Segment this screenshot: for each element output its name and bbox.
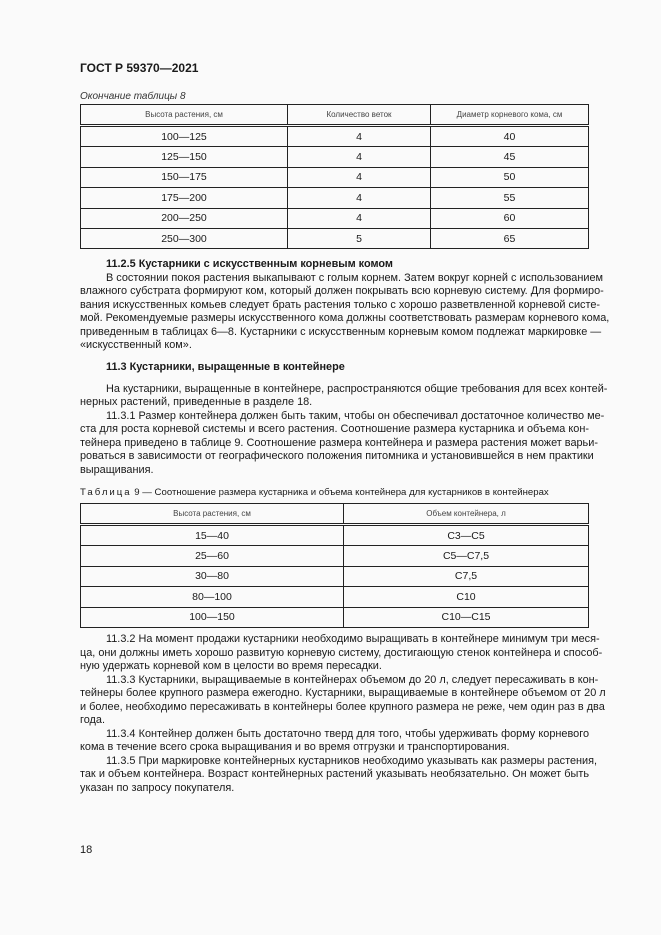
text-line: «искусственный ком». bbox=[80, 339, 192, 351]
text-line: тейнера приведено в таблице 9. Соотношение размера контейнера и размера растения может варьи- bbox=[80, 436, 598, 449]
column-header: Количество веток bbox=[288, 105, 431, 126]
table-cell: 25—60 bbox=[81, 546, 344, 566]
text-line: 11.3.1 Размер контейнера должен быть таким, чтобы он обеспечивал достаточное количество ме- bbox=[106, 409, 605, 422]
table-8 bbox=[80, 104, 589, 249]
table-cell: 250—300 bbox=[81, 228, 288, 248]
column-header: Высота растения, см bbox=[81, 504, 344, 525]
table-cell: 150—175 bbox=[81, 167, 288, 187]
text-line: вания искусственных комьев следует брать растения только с хорошо разветвленной корневой систе- bbox=[80, 298, 601, 311]
text-line: ца, они должны иметь хорошо развитую корневую систему, достигающую стенок контейнера и способ- bbox=[80, 646, 603, 659]
table-row bbox=[81, 525, 589, 546]
table-cell: С3—С5 bbox=[344, 525, 589, 546]
table8-caption: Окончание таблицы 8 bbox=[80, 91, 186, 102]
paragraphs-after-table bbox=[80, 633, 606, 795]
table-cell: 30—80 bbox=[81, 566, 344, 586]
text-line: так и объем контейнера. Возраст контейнерных растений указывать необязательно. Он может быть bbox=[80, 768, 589, 780]
text-line: кома в течение всего срока выращивания и во время отгрузки и транспортирования. bbox=[80, 741, 510, 753]
table-cell: 4 bbox=[288, 188, 431, 208]
table-cell: 175—200 bbox=[81, 188, 288, 208]
text-line: приведенным в таблицах 6—8. Кустарники с искусственным корневым комом подлежат маркировке — bbox=[80, 325, 602, 338]
table-row bbox=[81, 126, 589, 147]
column-header: Высота растения, см bbox=[81, 105, 288, 126]
table-row bbox=[81, 566, 589, 586]
table-cell: 60 bbox=[431, 208, 589, 228]
table9-caption bbox=[80, 487, 549, 498]
text-line: В состоянии покоя растения выкапывают с голым корнем. Затем вокруг корней с использованием bbox=[106, 271, 604, 284]
text-line: года. bbox=[80, 714, 105, 726]
table-cell: 100—125 bbox=[81, 126, 288, 147]
section-11-2-5 bbox=[80, 258, 610, 353]
text-line: выращивания. bbox=[80, 463, 154, 476]
text-line: влажного субстрата формируют ком, который должен покрывать всю корневую систему. Для формиро- bbox=[80, 285, 604, 297]
table-row bbox=[81, 208, 589, 228]
table-cell: С5—С7,5 bbox=[344, 546, 589, 566]
text-line: нерных растений, приведенные в разделе 18. bbox=[80, 396, 313, 408]
text-line: 11.3.2 На момент продажи кустарники необходимо выращивать в контейнере минимум три меся- bbox=[106, 633, 600, 645]
text-line: тейнеры более крупного размера ежегодно. Кустарники, выращиваемые в контейнере объемом от 20 л bbox=[80, 687, 606, 699]
text-line: ста для роста корневой системы и всего растения. Соотношение размера кустарника и объема кон- bbox=[80, 423, 589, 435]
table9-caption-text: 9 — Соотношение размера кустарника и объема контейнера для кустарников в контейнерах bbox=[134, 487, 549, 498]
table-cell: 4 bbox=[288, 147, 431, 167]
table-cell: С7,5 bbox=[344, 566, 589, 586]
table-row bbox=[81, 607, 589, 627]
table-cell: 40 bbox=[431, 126, 589, 147]
table-header-row bbox=[81, 504, 589, 525]
table-cell: 15—40 bbox=[81, 525, 344, 546]
table9-caption-label: Таблица bbox=[80, 487, 132, 498]
table-cell: С10 bbox=[344, 587, 589, 607]
text-line: и более, необходимо пересаживать в контейнеры более крупного размера не реже, чем один раз в два bbox=[80, 700, 605, 713]
table-cell: 5 bbox=[288, 228, 431, 248]
text-line: указан по запросу покупателя. bbox=[80, 781, 235, 794]
table-cell: 4 bbox=[288, 167, 431, 187]
text-line: мой. Рекомендуемые размеры искусственного кома должны соответствовать размерам корневого кома, bbox=[80, 312, 610, 324]
table-cell: С10—С15 bbox=[344, 607, 589, 627]
table-row bbox=[81, 188, 589, 208]
page-number: 18 bbox=[80, 844, 93, 856]
table-row bbox=[81, 228, 589, 248]
section-heading: 11.3 Кустарники, выращенные в контейнере bbox=[106, 361, 345, 373]
text-line: На кустарники, выращенные в контейнере, распространяются общие требования для всех контей- bbox=[106, 382, 608, 395]
table-cell: 50 bbox=[431, 167, 589, 187]
column-header: Объем контейнера, л bbox=[344, 504, 589, 525]
text-line: 11.3.3 Кустарники, выращиваемые в контейнерах объемом до 20 л, следует пересаживать в кон- bbox=[106, 673, 599, 686]
table-cell: 125—150 bbox=[81, 147, 288, 167]
table-cell: 45 bbox=[431, 147, 589, 167]
section-11-3 bbox=[80, 361, 608, 477]
document-title: ГОСТ Р 59370—2021 bbox=[80, 61, 199, 75]
table-cell: 200—250 bbox=[81, 208, 288, 228]
table-cell: 65 bbox=[431, 228, 589, 248]
text-line: роваться в зависимости от географического положения питомника и установившейся в нем практики bbox=[80, 450, 594, 462]
section-heading: 11.2.5 Кустарники с искусственным корневым комом bbox=[106, 258, 393, 270]
table-cell: 4 bbox=[288, 208, 431, 228]
table-header-row bbox=[81, 105, 589, 126]
table-cell: 55 bbox=[431, 188, 589, 208]
table-cell: 80—100 bbox=[81, 587, 344, 607]
table-row bbox=[81, 587, 589, 607]
text-line: 11.3.4 Контейнер должен быть достаточно тверд для того, чтобы удерживать форму корневого bbox=[106, 727, 589, 740]
table-9 bbox=[80, 503, 589, 628]
table-row bbox=[81, 546, 589, 566]
table-cell: 100—150 bbox=[81, 607, 344, 627]
text-line: ную удержать корневой ком в целости во время пересадки. bbox=[80, 660, 382, 672]
column-header: Диаметр корневого кома, см bbox=[431, 105, 589, 126]
table-row bbox=[81, 167, 589, 187]
text-line: 11.3.5 При маркировке контейнерных кустарников необходимо указывать как размеры растения, bbox=[106, 754, 598, 767]
table-row bbox=[81, 147, 589, 167]
table-cell: 4 bbox=[288, 126, 431, 147]
